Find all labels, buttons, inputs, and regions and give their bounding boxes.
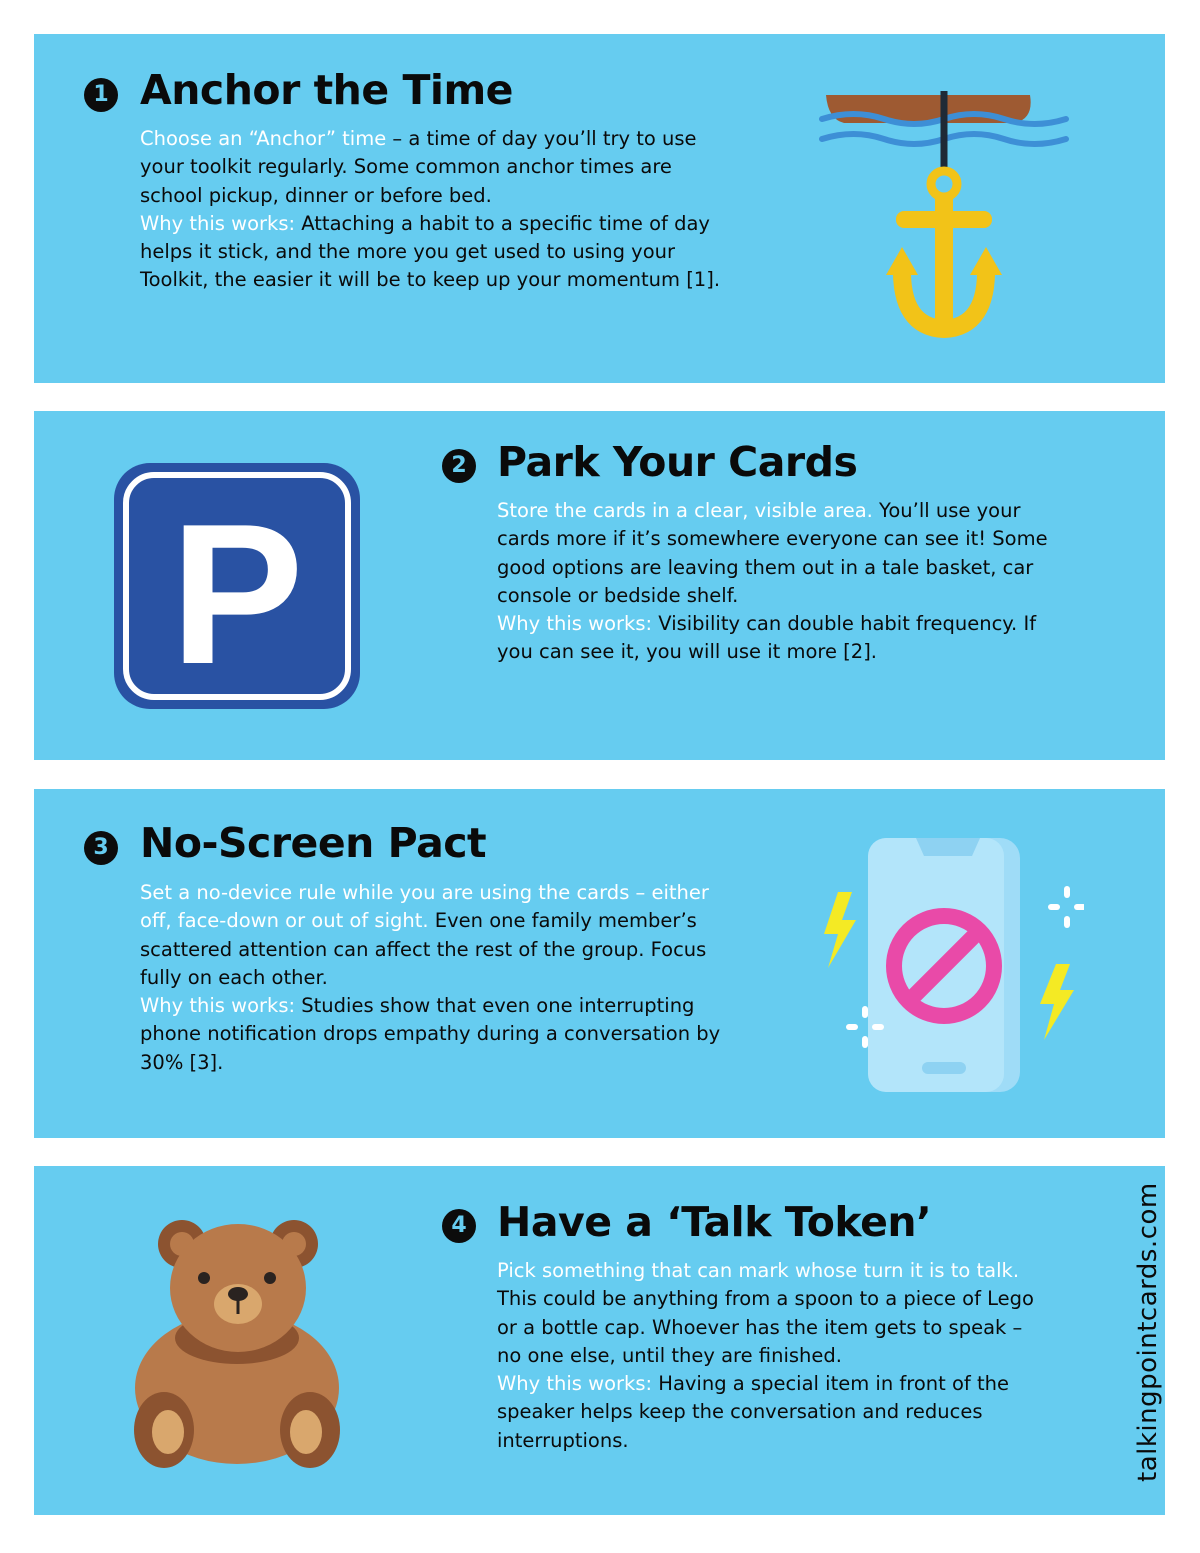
anchor-fluke-left <box>886 247 918 275</box>
bear-eye-right <box>264 1272 276 1284</box>
no-phone-icon <box>804 834 1084 1099</box>
lightning-left-icon <box>824 892 856 968</box>
section-body <box>140 125 740 295</box>
lightning-right-icon <box>1040 964 1074 1040</box>
why-label: Why this works: <box>140 994 296 1018</box>
anchor-ring <box>931 171 957 197</box>
body-text: – a time of day you’ll try to use your toolkit regularly. Some common anchor times are school pickup, dinner or before bed. <box>140 127 697 207</box>
section-park-your-cards <box>34 411 1165 760</box>
sparkle-top-icon <box>1048 886 1084 928</box>
section-body <box>140 879 740 1077</box>
section-number: 3 <box>84 831 118 865</box>
why-text: Having a special item in front of the speaker helps keep the conversation and reduces interruptions. <box>497 1372 1009 1452</box>
highlight-text: Store the cards in a clear, visible area. <box>497 499 873 522</box>
section-number: 2 <box>442 449 476 483</box>
section-number: 1 <box>84 78 118 112</box>
highlight-text: Pick something that can mark whose turn it is to talk. <box>497 1259 1020 1282</box>
why-label: Why this works: <box>497 1372 653 1396</box>
section-anchor-the-time <box>34 34 1165 383</box>
body-text: You’ll use your cards more if it’s somewhere everyone can see it! Some good options are leaving them out in a tale basket, car console or bedside shelf. <box>497 499 1048 607</box>
highlight-text: Choose an “Anchor” time <box>140 127 387 150</box>
why-text: Attaching a habit to a specific time of day helps it stick, and the more you get used to using your Toolkit, the easier it will be to keep up your momentum [1]. <box>140 211 721 292</box>
section-no-screen-pact <box>34 789 1165 1138</box>
why-label: Why this works: <box>497 612 653 636</box>
body-text: This could be anything from a spoon to a piece of Lego or a bottle cap. Whoever has the item gets to speak – no one else, until they are finished. <box>497 1287 1034 1367</box>
section-title: Park Your Cards <box>497 438 858 486</box>
anchor-stock <box>896 211 992 228</box>
bear-eye-left <box>198 1272 210 1284</box>
phone-home-button <box>922 1062 966 1074</box>
why-label: Why this works: <box>140 211 296 235</box>
body-text: Even one family member’s scattered attention can affect the rest of the group. Focus fully on each other. <box>140 909 707 989</box>
section-body <box>497 497 1077 667</box>
section-title: Anchor the Time <box>140 66 513 114</box>
anchor-fluke-right <box>970 247 1002 275</box>
teddy-bear-icon <box>132 1218 342 1468</box>
anchor-icon <box>814 89 1074 349</box>
section-body <box>497 1257 1037 1455</box>
sign-letter: P <box>170 483 304 706</box>
phone-notch <box>916 838 980 856</box>
highlight-text: Set a no-device rule while you are using the cards – either off, face-down or out of sight. <box>140 881 709 933</box>
section-have-a-talk-token <box>34 1166 1165 1515</box>
why-text: Visibility can double habit frequency. If you can see it, you will use it more [2]. <box>497 612 1037 664</box>
parking-sign-icon <box>114 463 360 709</box>
section-number: 4 <box>442 1209 476 1243</box>
section-title: No-Screen Pact <box>140 819 487 867</box>
website-url: talkingpointcards.com <box>1133 1182 1163 1482</box>
section-title: Have a ‘Talk Token’ <box>497 1198 932 1246</box>
why-text: Studies show that even one interrupting phone notification drops empathy during a conversation by 30% [3]. <box>140 994 721 1074</box>
